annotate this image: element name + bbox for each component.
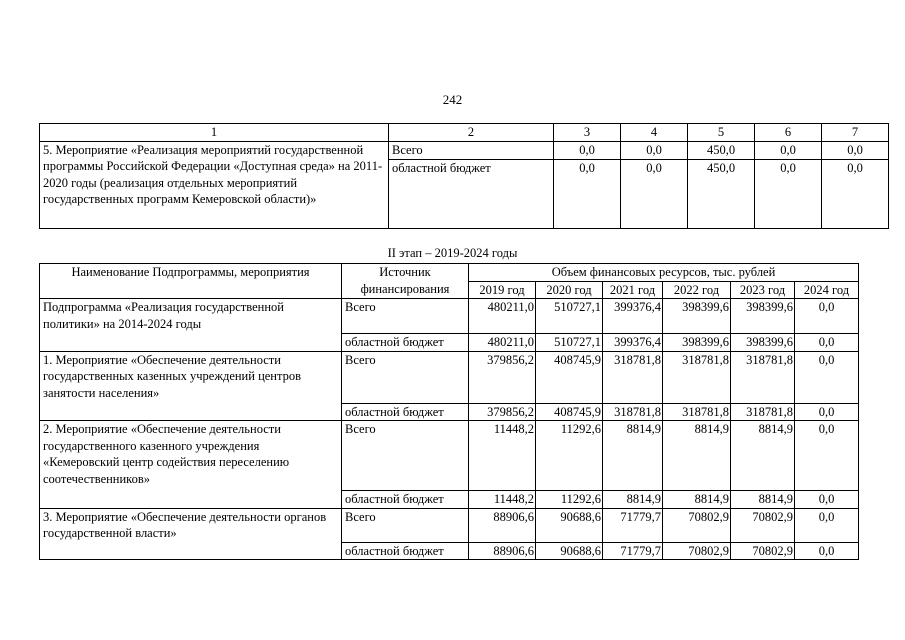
value-cell: 90688,6 [536,542,603,560]
funding-source: Всего [342,351,469,403]
funding-source: областной бюджет [342,491,469,509]
value-cell: 399376,4 [603,299,663,334]
column-number: 3 [554,124,621,142]
funding-source: областной бюджет [342,542,469,560]
value-cell: 88906,6 [469,508,536,542]
column-number-row [40,124,889,142]
value-cell: 318781,8 [731,403,795,421]
value-cell: 398399,6 [731,334,795,352]
value-cell: 88906,6 [469,542,536,560]
value-cell: 0,0 [795,403,859,421]
value-cell: 318781,8 [663,351,731,403]
value-cell: 379856,2 [469,403,536,421]
header-name: Наименование Подпрограммы, мероприятия [40,264,342,299]
column-number: 6 [755,124,822,142]
value-cell: 0,0 [554,159,621,228]
column-number: 1 [40,124,389,142]
value-cell: 399376,4 [603,334,663,352]
year-header: 2020 год [536,281,603,299]
column-number: 7 [822,124,889,142]
value-cell: 0,0 [554,141,621,159]
value-cell: 11292,6 [536,421,603,491]
value-cell: 0,0 [795,508,859,542]
year-header: 2021 год [603,281,663,299]
stage-title: II этап – 2019-2024 годы [387,246,518,260]
funding-table-stage-2 [39,263,859,560]
value-cell: 11448,2 [469,421,536,491]
value-cell: 379856,2 [469,351,536,403]
funding-source: Всего [342,421,469,491]
value-cell: 0,0 [795,351,859,403]
value-cell: 8814,9 [731,491,795,509]
program-name: Подпрограмма «Реализация государственной политики» на 2014-2024 годы [40,299,342,352]
value-cell: 318781,8 [603,351,663,403]
year-header: 2019 год [469,281,536,299]
column-number: 5 [688,124,755,142]
value-cell: 0,0 [795,542,859,560]
value-cell: 8814,9 [603,421,663,491]
value-cell: 70802,9 [731,508,795,542]
value-cell: 70802,9 [731,542,795,560]
column-number: 2 [389,124,554,142]
activity-name: 5. Мероприятие «Реализация мероприятий государственной программы Российской Федерации «Доступная среда» на 2011-2020 годы (реализация отдельных мероприятий государственных программ Кемеровской области)» [40,141,389,228]
value-cell: 318781,8 [603,403,663,421]
value-cell: 0,0 [795,334,859,352]
value-cell: 8814,9 [731,421,795,491]
value-cell: 318781,8 [731,351,795,403]
table-row [40,141,889,159]
table-row [40,421,859,491]
value-cell: 0,0 [822,159,889,228]
column-number: 4 [621,124,688,142]
value-cell: 0,0 [822,141,889,159]
funding-source: Всего [342,299,469,334]
value-cell: 70802,9 [663,542,731,560]
funding-source: Всего [389,141,554,159]
value-cell: 398399,6 [663,299,731,334]
value-cell: 8814,9 [663,491,731,509]
table-row [40,299,859,334]
table-row [40,351,859,403]
header-volume: Объем финансовых ресурсов, тыс. рублей [469,264,859,282]
funding-source: областной бюджет [342,403,469,421]
value-cell: 480211,0 [469,299,536,334]
value-cell: 408745,9 [536,351,603,403]
value-cell: 0,0 [795,421,859,491]
value-cell: 0,0 [795,491,859,509]
page-number: 242 [442,92,463,107]
year-header: 2023 год [731,281,795,299]
funding-source: Всего [342,508,469,542]
value-cell: 0,0 [795,299,859,334]
value-cell: 450,0 [688,159,755,228]
value-cell: 11292,6 [536,491,603,509]
value-cell: 318781,8 [663,403,731,421]
value-cell: 398399,6 [663,334,731,352]
value-cell: 11448,2 [469,491,536,509]
value-cell: 408745,9 [536,403,603,421]
funding-source: областной бюджет [342,334,469,352]
value-cell: 70802,9 [663,508,731,542]
value-cell: 510727,1 [536,299,603,334]
value-cell: 0,0 [755,159,822,228]
header-row [40,264,859,282]
value-cell: 71779,7 [603,508,663,542]
value-cell: 90688,6 [536,508,603,542]
header-source: Источник финансирования [342,264,469,299]
value-cell: 8814,9 [663,421,731,491]
activity-name: 1. Мероприятие «Обеспечение деятельности государственных казенных учреждений центров занятости населения» [40,351,342,421]
value-cell: 0,0 [755,141,822,159]
year-header: 2022 год [663,281,731,299]
year-header: 2024 год [795,281,859,299]
value-cell: 450,0 [688,141,755,159]
table-row [40,508,859,542]
value-cell: 0,0 [621,141,688,159]
value-cell: 398399,6 [731,299,795,334]
activity-name: 2. Мероприятие «Обеспечение деятельности государственного казенного учреждения «Кемеровский центр содействия переселению соотечественников» [40,421,342,509]
value-cell: 8814,9 [603,491,663,509]
value-cell: 510727,1 [536,334,603,352]
value-cell: 480211,0 [469,334,536,352]
value-cell: 71779,7 [603,542,663,560]
funding-table-stage-1 [39,123,889,229]
funding-source: областной бюджет [389,159,554,228]
activity-name: 3. Мероприятие «Обеспечение деятельности органов государственной власти» [40,508,342,560]
value-cell: 0,0 [621,159,688,228]
